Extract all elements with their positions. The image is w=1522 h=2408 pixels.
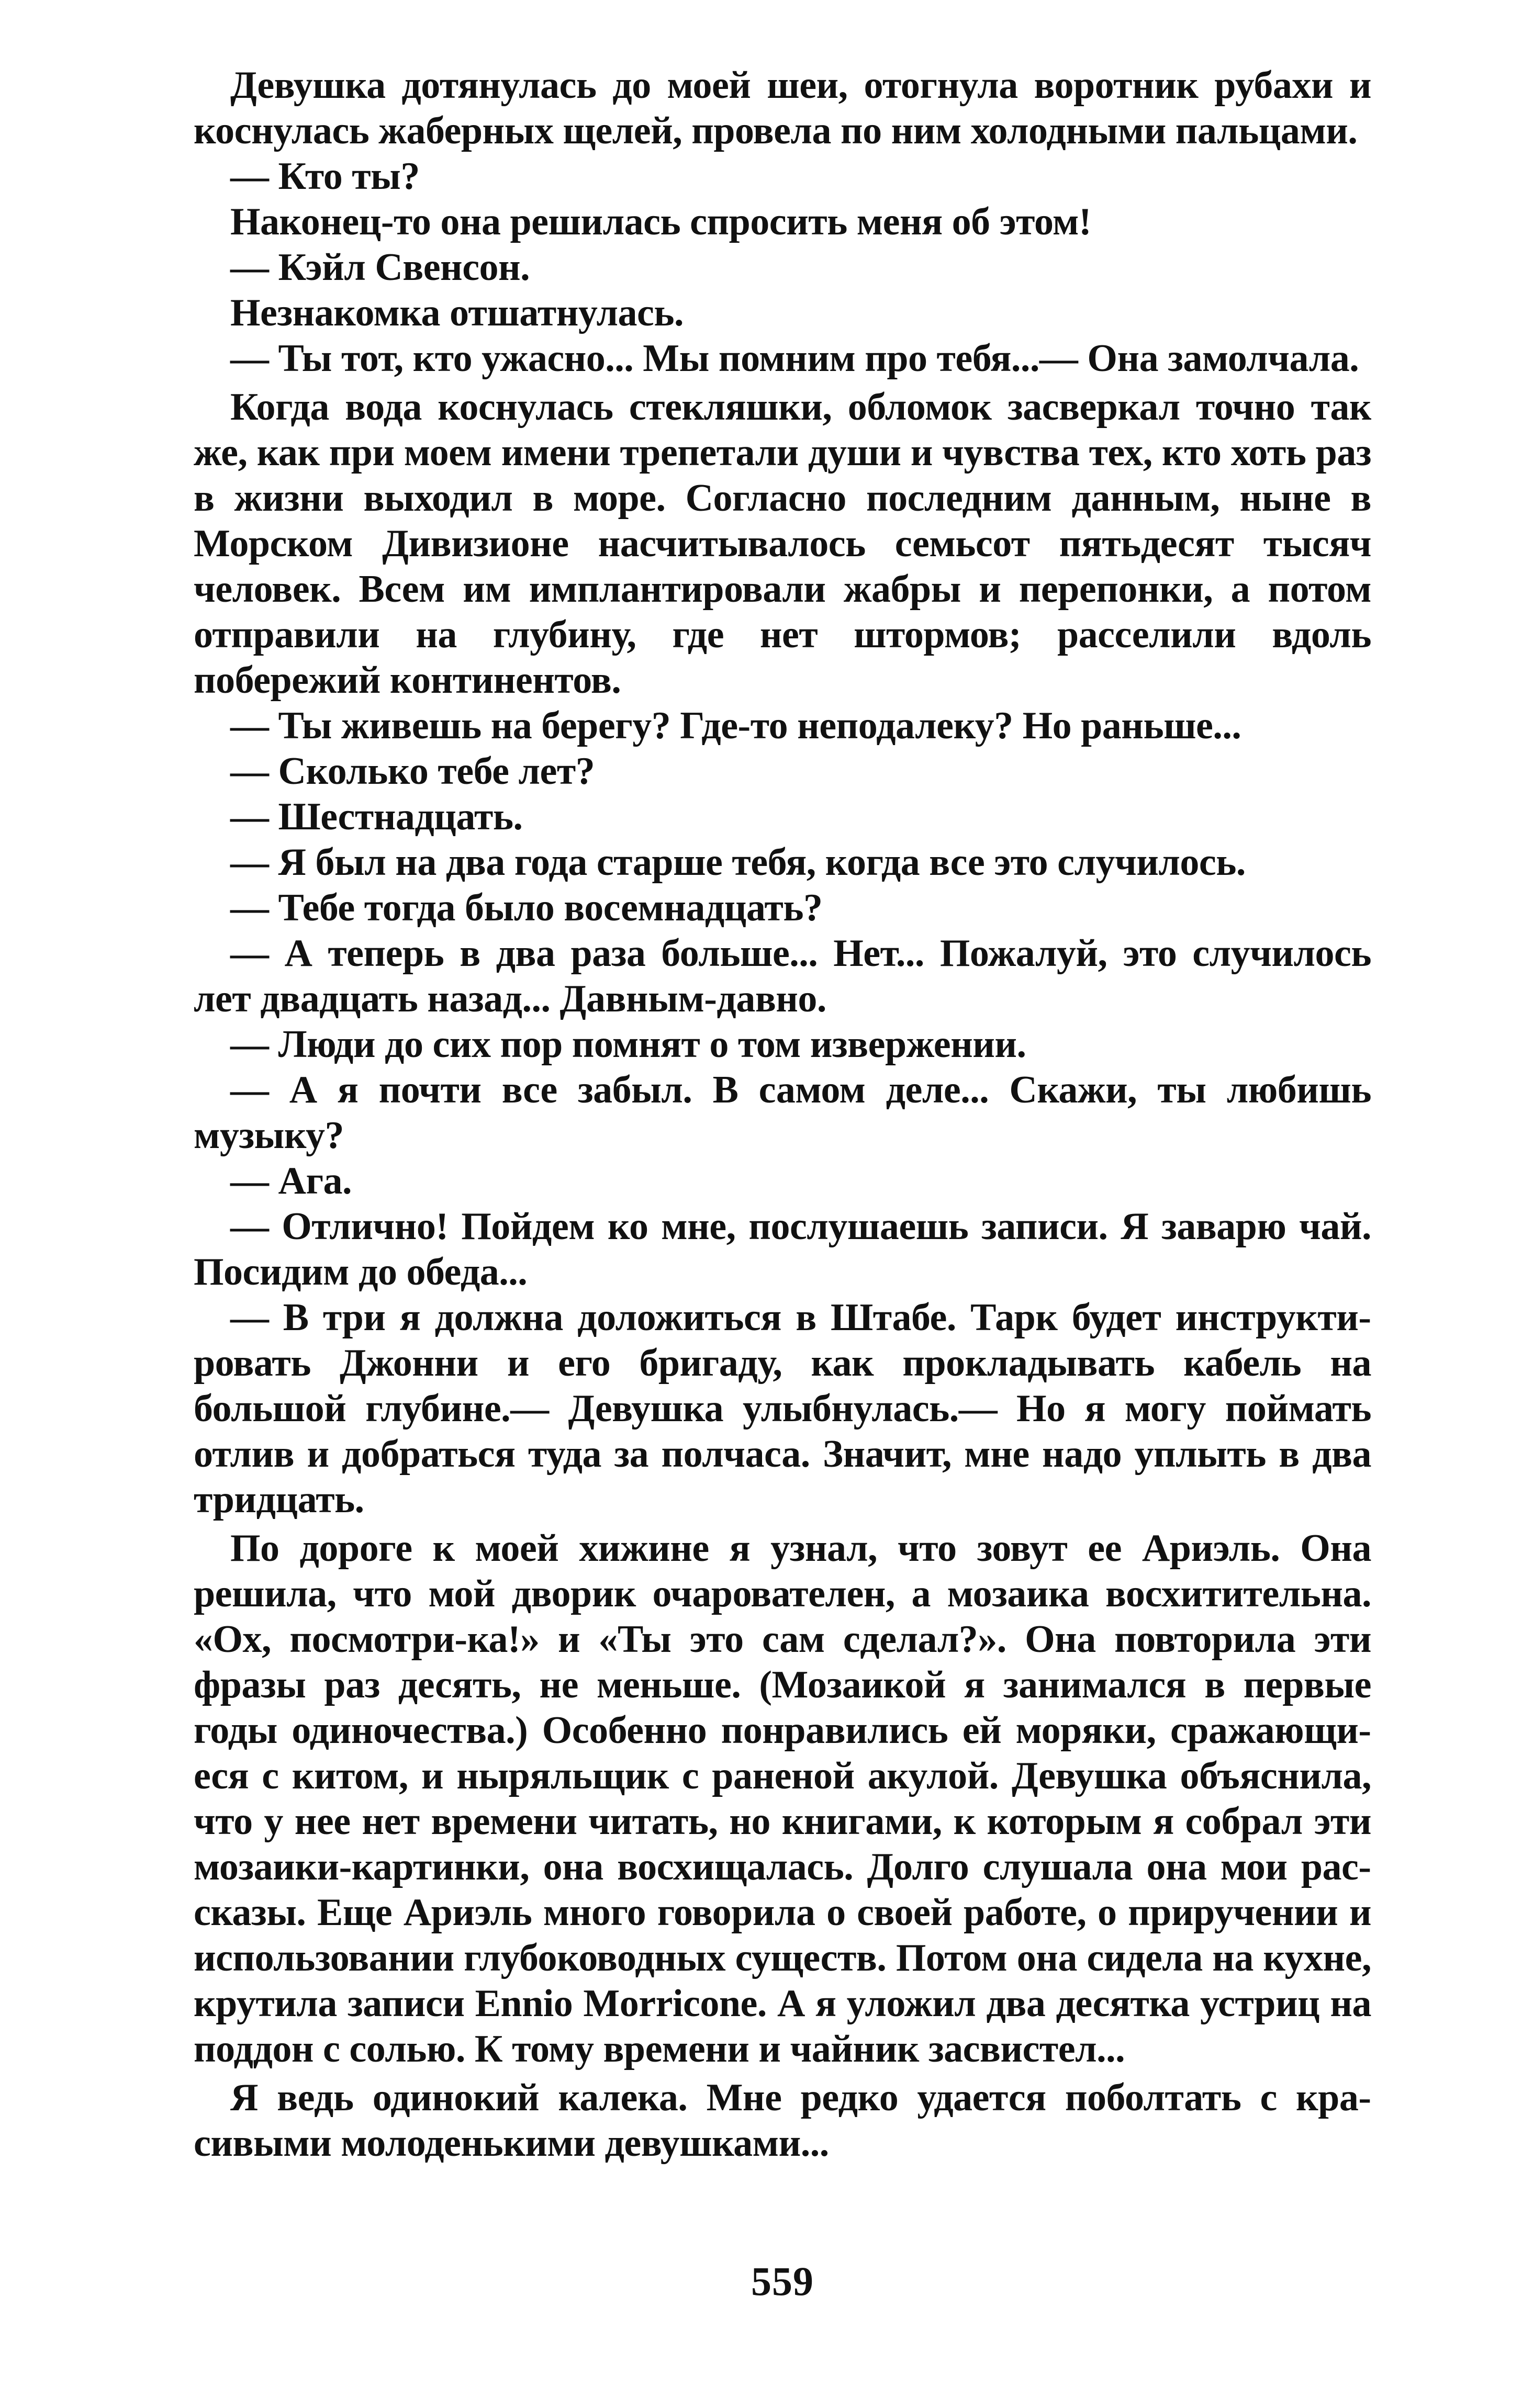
page-number: 559: [751, 2258, 814, 2304]
paragraph: — Я был на два года старше тебя, когда все это случилось.: [230, 841, 1246, 884]
paragraph: — Кто ты?: [230, 155, 420, 198]
paragraph: Незнакомка отшатнулась.: [230, 291, 684, 334]
paragraph: — Кэйл Свенсон.: [230, 246, 530, 289]
paragraph: — Ага.: [230, 1160, 352, 1202]
paragraph: — А теперь в два раза больше... Нет... Пожалуй, это случилось лет двадцать назад... Давным-давно.: [194, 932, 1371, 1020]
paragraph: Девушка дотянулась до моей шеи, отогнула воротник рубахи и коснулась жаберных щелей, провела по ним холодными пальцами.: [194, 64, 1371, 152]
paragraph: — Шестнадцать.: [230, 795, 523, 838]
paragraph: — Тебе тогда было восемнадцать?: [230, 886, 823, 929]
paragraph: — Люди до сих пор помнят о том извержении.: [230, 1023, 1026, 1066]
paragraph: — В три я должна доложиться в Штабе. Тарк будет инструктировать Джонни и его бригаду, как прокладывать кабель на большой глубине.— Девушка улыбнулась.— Но я могу поймать отлив и добраться туда за полчаса. Значит, мне надо уплыть в два тридцать.: [194, 1296, 1371, 1521]
paragraph: По дороге к моей хижине я узнал, что зовут ее Ариэль. Она решила, что мой дворик очарователен, а мозаика восхитительна. «Ох, посмотри-ка!» и «Ты это сам сделал?». Она повторила эти фразы раз десять, не меньше. (Мозаикой я занимался в первые годы одиночества.) Особенно понравились ей моряки, сражающиеся с китом, и ныряльщик с раненой акулой. Девушка объяснила, что у нее нет времени читать, но книгами, к которым я собрал эти мозаики-картинки, она восхищалась. Долго слушала она мои рассказы. Еще Ариэль много говорила о своей работе, о приручении и использовании глубоководных существ. Потом она сидела на кухне, крутила записи Ennio Morricone. А я уложил два десятка устриц на поддон с солью. К тому времени и чайник засвистел...: [194, 1527, 1371, 2071]
paragraph: Когда вода коснулась стекляшки, обломок засверкал точно так же, как при моем имени трепетали души и чувства тех, кто хоть раз в жизни выходил в море. Согласно последним данным, ныне в Морском Дивизионе насчитывалось семьсот пятьдесят тысяч человек. Всем им имплантировали жабры и перепонки, а потом отправили на глубину, где нет штормов; расселили вдоль побережий континентов.: [194, 386, 1371, 702]
body-text: [194, 63, 1371, 2166]
paragraph: — Ты тот, кто ужасно... Мы помним про тебя...— Она замолчала.: [230, 337, 1359, 380]
paragraph: — Ты живешь на берегу? Где-то неподалеку? Но раньше...: [230, 704, 1241, 747]
paragraph: — Отлично! Пойдем ко мне, послушаешь записи. Я заварю чай. Посидим до обеда...: [194, 1205, 1371, 1293]
paragraph: Наконец-то она решилась спросить меня об этом!: [230, 200, 1092, 243]
paragraph: — А я почти все забыл. В самом деле... Скажи, ты любишь музыку?: [194, 1068, 1371, 1157]
book-page: [194, 63, 1371, 2339]
paragraph: Я ведь одинокий калека. Мне редко удается поболтать с красивыми молоденькими девушками...: [194, 2076, 1371, 2165]
paragraph: — Сколько тебе лет?: [230, 750, 595, 793]
